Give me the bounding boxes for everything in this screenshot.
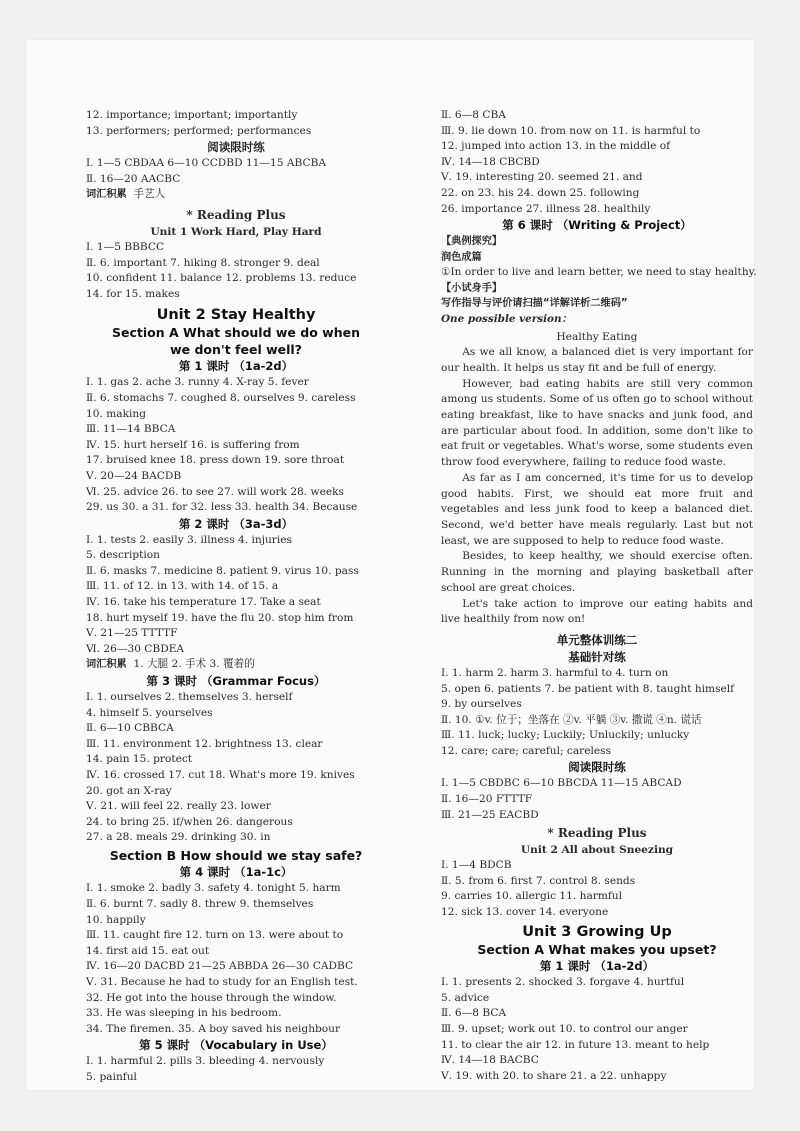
essay-paragraph: However, bad eating habits are still very common among us students. Some of us often go to school without eating breakfast, like to have snacks and junk food, and are particular about food. In addition, some don't like to eat fruit or vegetables. What's worse, some students even throw food everywhere, failing to reduce food waste. (441, 377, 753, 469)
answer-line: Ⅱ. 6—10 CBBCA (86, 722, 174, 735)
answer-line: 14. first aid 15. eat out (86, 944, 210, 957)
essay-paragraph: Besides, to keep healthy, we should exercise often. Running in the morning and playing basketball after school are great choices. (441, 550, 753, 594)
vocab-text: 手艺人 (133, 188, 166, 201)
answer-key-page (26, 40, 757, 1090)
reading-limit-heading: 阅读限时练 (568, 760, 626, 775)
essay-paragraph: Let's take action to improve our eating habits and live healthily from now on! (441, 597, 753, 626)
answer-line: Ⅱ. 6. important 7. hiking 8. stronger 9. deal (86, 256, 320, 269)
answer-line: Ⅲ. 21—25 EACBD (441, 808, 539, 821)
answer-line: Ⅴ. 19. with 20. to share 21. a 22. unhappy (441, 1069, 667, 1082)
answer-line: Ⅲ. 11. environment 12. brightness 13. clear (86, 737, 323, 750)
unit-heading: Unit 2 Stay Healthy (156, 307, 316, 324)
answer-line: Ⅰ. 1. smoke 2. badly 3. safety 4. tonight 5. harm (86, 882, 341, 895)
answer-line: 27. a 28. meals 29. drinking 30. in (86, 831, 271, 844)
answer-line: Ⅰ. 1. harmful 2. pills 3. bleeding 4. nervously (86, 1055, 325, 1068)
answer-line: Ⅳ. 15. hurt herself 16. is suffering from (86, 438, 300, 451)
section-heading: Section B How should we stay safe? (109, 847, 363, 863)
answer-line: Ⅱ. 10. ①v. 位于；坐落在 ②v. 平躺 ③v. 撒谎 ④n. 谎话 (441, 713, 702, 726)
lesson-heading: 第 4 课时 （1a-1c） (179, 865, 293, 880)
basic-practice-heading: 基础针对练 (568, 649, 626, 664)
answer-line: Ⅰ. 1—5 CBDAA 6—10 CCDBD 11—15 ABCBA (86, 157, 327, 170)
answer-line: Ⅱ. 6. stomachs 7. coughed 8. ourselves 9. careless (86, 391, 356, 404)
answer-line: Ⅰ. 1—5 CBDBC 6—10 BBCDA 11—15 ABCAD (441, 777, 682, 790)
section-heading: we don't feel well? (170, 341, 302, 357)
polish-sentence: ①In order to live and learn better, we need to stay healthy. (441, 266, 757, 279)
answer-line: 17. bruised knee 18. press down 19. sore throat (86, 454, 345, 467)
answer-line: 12. jumped into action 13. in the middle of (441, 140, 671, 153)
answer-line: 12. care; care; careful; careless (441, 744, 612, 757)
vocab-text: 1. 大腿 2. 手术 3. 覆着的 (133, 658, 255, 671)
answer-line: Ⅰ. 1. ourselves 2. themselves 3. herself (86, 691, 293, 704)
answer-line: 18. hurt myself 19. have the flu 20. stop him from (86, 611, 354, 624)
answer-line: Ⅲ. 9. upset; work out 10. to control our anger (441, 1022, 688, 1035)
answer-line: Ⅲ. 11. of 12. in 13. with 14. of 15. a (86, 580, 279, 593)
answer-line: Ⅱ. 16—20 FTTTF (441, 793, 533, 806)
answer-line: Ⅱ. 5. from 6. first 7. control 8. sends (441, 874, 636, 887)
answer-line: 9. by ourselves (441, 698, 522, 711)
answer-line: 10. happily (86, 913, 146, 926)
answer-line: Ⅰ. 1. harm 2. harm 3. harmful to 4. turn on (441, 666, 669, 679)
lesson-heading: 第 5 课时 （Vocabulary in Use） (139, 1038, 333, 1053)
unit-heading: Unit 3 Growing Up (522, 923, 672, 940)
answer-line: 33. He was sleeping in his bedroom. (86, 1007, 282, 1020)
answer-line: 14. for 15. makes (86, 287, 180, 300)
answer-line: Ⅳ. 16. crossed 17. cut 18. What's more 19. knives (86, 769, 355, 781)
answer-line: 22. on 23. his 24. down 25. following (441, 186, 640, 199)
answer-line: 5. painful (86, 1071, 137, 1083)
vocab-tag: 词汇积累 (86, 659, 127, 671)
unit-test-heading: 单元整体训练二 (556, 632, 638, 647)
answer-line: 5. advice (441, 991, 490, 1004)
reading-plus-heading: * Reading Plus (547, 826, 647, 841)
answer-line: 32. He got into the house through the window. (86, 991, 337, 1004)
answer-line: Ⅳ. 16—20 DACBD 21—25 ABBDA 26—30 CADBC (86, 960, 354, 973)
answer-line: 12. sick 13. cover 14. everyone (441, 906, 609, 919)
lesson-heading: 第 1 课时 （1a-2d） (178, 359, 294, 374)
answer-line: 34. The firemen. 35. A boy saved his neighbour (86, 1022, 341, 1035)
lesson-heading: 第 2 课时 （3a-3d） (178, 516, 294, 531)
reading-plus-unit-heading: Unit 1 Work Hard, Play Hard (150, 225, 322, 238)
answer-line: 9. carries 10. allergic 11. harmful (441, 890, 623, 903)
writing-guide-note: 写作指导与评价请扫描“详解详析二维码” (441, 298, 628, 310)
answer-line: Ⅲ. 9. lie down 10. from now on 11. is harmful to (441, 124, 701, 137)
answer-line: Ⅰ. 1. gas 2. ache 3. runny 4. X-ray 5. fever (86, 376, 309, 389)
polish-label: 润色成篇 (441, 251, 482, 263)
reading-plus-unit-heading: Unit 2 All about Sneezing (520, 844, 674, 857)
essay-title: Healthy Eating (556, 331, 638, 344)
try-tag: 【小试身手】 (441, 282, 503, 294)
reading-limit-heading: 阅读限时练 (207, 140, 265, 155)
answer-line: Ⅰ. 1—5 BBBCC (86, 240, 165, 253)
vocab-line (86, 187, 386, 203)
example-tag: 【典例探究】 (441, 236, 503, 248)
answer-line: 4. himself 5. yourselves (86, 706, 213, 719)
essay-paragraph: As we all know, a balanced diet is very important for our health. It helps us stay fit and be full of energy. (441, 346, 753, 374)
answer-line: 14. pain 15. protect (86, 753, 193, 766)
left-column (86, 108, 386, 1086)
answer-line: Ⅱ. 6—8 CBA (441, 109, 506, 121)
answer-line: 10. making (86, 407, 146, 420)
lesson-heading: 第 6 课时 （Writing & Project） (502, 218, 692, 233)
answer-line: 26. importance 27. illness 28. healthily (441, 202, 651, 215)
answer-line: Ⅲ. 11. caught fire 12. turn on 13. were about to (86, 929, 344, 942)
answer-line: Ⅱ. 6. masks 7. medicine 8. patient 9. virus 10. pass (86, 564, 359, 577)
answer-line: Ⅴ. 31. Because he had to study for an English test. (86, 976, 358, 989)
answer-line: Ⅴ. 21. will feel 22. really 23. lower (86, 800, 271, 813)
answer-line: Ⅲ. 11—14 BBCA (86, 423, 176, 436)
answer-line: Ⅴ. 21—25 TTTTF (86, 627, 178, 640)
answer-line: 5. description (86, 549, 160, 562)
answer-line: 20. got an X-ray (86, 784, 172, 797)
answer-line: Ⅰ. 1. tests 2. easily 3. illness 4. injuries (86, 533, 292, 546)
lesson-heading: 第 3 课时 （Grammar Focus） (146, 674, 326, 689)
right-column (441, 108, 757, 1084)
answer-line: Ⅴ. 20—24 BACDB (86, 469, 182, 482)
answer-line: 5. open 6. patients 7. be patient with 8. taught himself (441, 682, 735, 695)
answer-line: 24. to bring 25. if/when 26. dangerous (86, 815, 293, 828)
answer-line: Ⅳ. 16. take his temperature 17. Take a seat (86, 596, 321, 609)
reading-plus-heading: * Reading Plus (186, 207, 286, 222)
answer-line: Ⅱ. 6. burnt 7. sadly 8. threw 9. themselves (86, 898, 314, 911)
section-heading: Section A What should we do when (112, 325, 360, 341)
answer-line: Ⅲ. 11. luck; lucky; Luckily; Unluckily; unlucky (441, 729, 690, 742)
answer-line: Ⅵ. 26—30 CBDEA (86, 642, 185, 655)
answer-line: Ⅰ. 1. presents 2. shocked 3. forgave 4. hurtful (441, 976, 685, 989)
answer-line: Ⅳ. 14—18 BACBC (441, 1054, 539, 1067)
answer-line: Ⅱ. 6—8 BCA (441, 1007, 507, 1020)
section-heading: Section A What makes you upset? (477, 941, 717, 957)
lesson-heading: 第 1 课时 （1a-2d） (539, 959, 655, 974)
answer-line: Ⅰ. 1—4 BDCB (441, 859, 512, 872)
answer-line: Ⅵ. 25. advice 26. to see 27. will work 28. weeks (86, 485, 344, 498)
answer-line: Ⅱ. 16—20 AACBC (86, 172, 181, 185)
answer-line: 11. to clear the air 12. in future 13. meant to help (441, 1038, 710, 1051)
answer-line: 10. confident 11. balance 12. problems 13. reduce (86, 272, 357, 285)
one-possible-version-label: One possible version： (441, 312, 572, 325)
essay-paragraph: As far as I am concerned, it's time for us to develop good habits. First, we should eat more fruit and vegetables and less junk food to keep a balanced diet. Second, we'd better have meals regularly. Last but not least, we are supposed to help to reduce food waste. (441, 471, 753, 547)
vocab-line (86, 657, 386, 673)
answer-line: Ⅴ. 19. interesting 20. seemed 21. and (441, 171, 643, 184)
answer-line: 12. importance; important; importantly (86, 109, 298, 121)
answer-line: Ⅳ. 14—18 CBCBD (441, 155, 540, 168)
answer-line: 13. performers; performed; performances (86, 124, 312, 137)
vocab-tag: 词汇积累 (86, 189, 127, 201)
answer-line: 29. us 30. a 31. for 32. less 33. health 34. Because (86, 501, 358, 514)
